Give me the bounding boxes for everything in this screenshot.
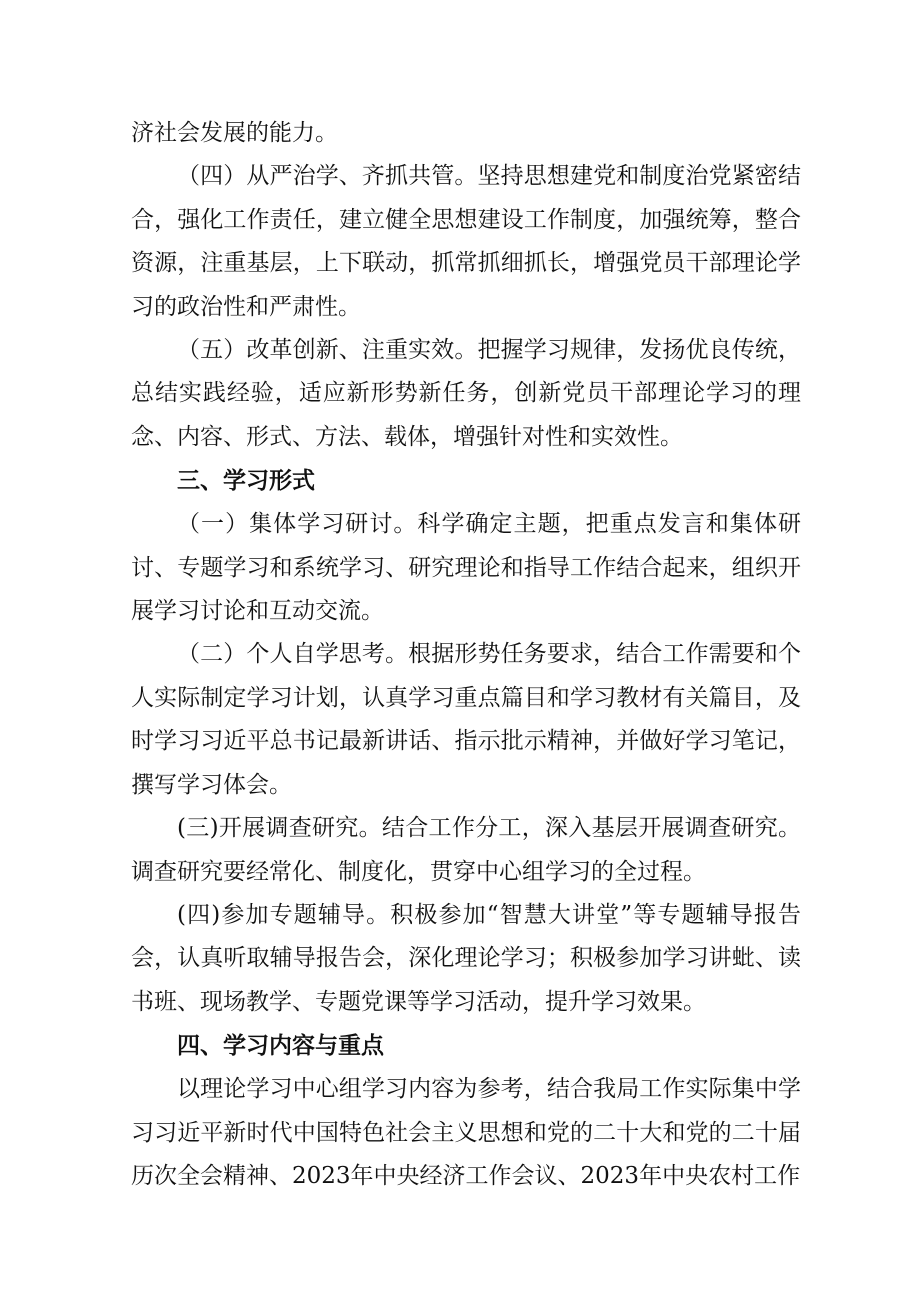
paragraph-section-3-item-1: （一）集体学习研讨。科学确定主题，把重点发言和集体研讨、专题学习和系统学习、研究理论和指导工作结合起来，组织开展学习讨论和互动交流。 bbox=[131, 511, 801, 625]
heading-section-4: 四、学习内容与重点 bbox=[177, 1033, 384, 1060]
paragraph-section-2-item-4: （四）从严治学、齐抓共管。坚持思想建党和制度治党紧密结合，强化工作责任，建立健全思想建设工作制度，加强统筹，整合资源，注重基层，上下联动，抓常抓细抓长，增强党员干部理论学习的政治性和严肃性。 bbox=[131, 163, 801, 320]
document-body bbox=[131, 112, 801, 1198]
paragraph-section-4-intro: 以理论学习中心组学习内容为参考，结合我局工作实际集中学习习近平新时代中国特色社会主义思想和党的二十大和党的二十届历次全会精神、2023年中央经济工作会议、2023年中央农村工作 bbox=[131, 1076, 801, 1189]
paragraph-section-3-item-4: (四)参加专题辅导。积极参加“智慧大讲堂”等专题辅导报告会，认真听取辅导报告会，深化理论学习；积极参加学习讲蚍、读书班、现场教学、专题党课等学习活动，提升学习效果。 bbox=[131, 901, 801, 1015]
paragraph-section-2-item-5: （五）改革创新、注重实效。把握学习规律，发扬优良传统，总结实践经验，适应新形势新任务，创新党员干部理论学习的理念、内容、形式、方法、载体，增强针对性和实效性。 bbox=[131, 337, 801, 450]
paragraph-continuation: 济社会发展的能力。 bbox=[131, 120, 338, 146]
paragraph-section-3-item-2: （二）个人自学思考。根据形势任务要求，结合工作需要和个人实际制定学习计划，认真学习重点篇目和学习教材有关篇目，及时学习习近平总书记最新讲话、指示批示精神，并做好学习笔记，撰写学习体会。 bbox=[131, 641, 801, 798]
paragraph-section-3-item-3: (三)开展调查研究。结合工作分工，深入基层开展调查研究。调查研究要经常化、制度化，贯穿中心组学习的全过程。 bbox=[131, 815, 801, 885]
heading-section-3: 三、学习形式 bbox=[177, 468, 315, 495]
